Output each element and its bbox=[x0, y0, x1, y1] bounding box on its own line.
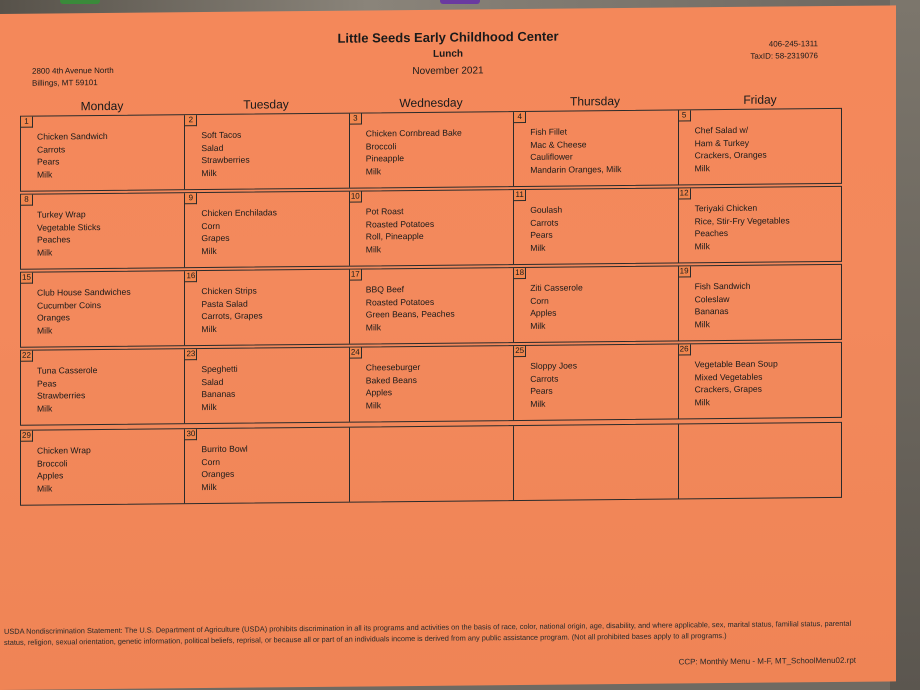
menu-item: Roasted Potatoes bbox=[365, 296, 435, 307]
day-cell bbox=[514, 188, 678, 264]
day-cell bbox=[185, 192, 349, 268]
menu-item: Milk bbox=[365, 321, 382, 332]
menu-items bbox=[530, 204, 562, 254]
menu-item: Bananas bbox=[201, 388, 236, 400]
week-row bbox=[20, 264, 842, 348]
menu-item: Broccoli bbox=[365, 140, 397, 151]
day-number: 24 bbox=[350, 348, 362, 359]
menu-item: Milk bbox=[530, 398, 546, 409]
menu-item: Milk bbox=[694, 396, 710, 407]
menu-item: Chicken Wrap bbox=[37, 445, 91, 456]
menu-items bbox=[530, 125, 621, 176]
menu-item: Milk bbox=[365, 243, 382, 254]
menu-item: Milk bbox=[37, 482, 53, 494]
menu-item: Club House Sandwiches bbox=[37, 286, 131, 298]
menu-items bbox=[37, 286, 131, 337]
menu-items bbox=[366, 205, 434, 256]
menu-item: Milk bbox=[37, 402, 53, 414]
day-cell bbox=[514, 424, 678, 500]
menu-item: Sloppy Joes bbox=[530, 360, 578, 371]
menu-item: Goulash bbox=[530, 204, 563, 215]
day-header-thursday: Thursday bbox=[569, 94, 621, 109]
day-number: 1 bbox=[21, 117, 33, 128]
day-cell bbox=[21, 115, 185, 191]
menu-item: Crackers, Oranges bbox=[694, 149, 767, 161]
menu-item: Pears bbox=[37, 156, 60, 167]
address-line-1: 2800 4th Avenue North bbox=[32, 65, 114, 76]
day-cell bbox=[514, 266, 678, 342]
menu-item: Milk bbox=[37, 246, 53, 258]
meal-subtitle: Lunch bbox=[433, 48, 463, 60]
menu-item: Pasta Salad bbox=[201, 298, 248, 309]
day-number: 10 bbox=[350, 192, 362, 203]
day-number: 19 bbox=[679, 266, 691, 277]
day-number: 8 bbox=[21, 195, 33, 206]
week-row bbox=[20, 186, 842, 270]
menu-item: Milk bbox=[201, 167, 217, 178]
day-header-monday: Monday bbox=[80, 98, 124, 114]
report-name: CCP: Monthly Menu - M-F, MT_SchoolMenu02.rpt bbox=[678, 655, 856, 667]
menu-month: November 2021 bbox=[412, 65, 484, 78]
day-number: 5 bbox=[679, 110, 691, 121]
menu-item: Milk bbox=[37, 168, 53, 180]
menu-items bbox=[366, 127, 462, 178]
menu-item: Coleslaw bbox=[694, 293, 730, 304]
day-cell bbox=[350, 112, 514, 188]
menu-item: Peaches bbox=[694, 228, 729, 239]
menu-item: Peas bbox=[37, 377, 57, 389]
menu-item: Chicken Strips bbox=[201, 285, 257, 297]
day-header-friday: Friday bbox=[743, 92, 777, 107]
week-row bbox=[20, 342, 842, 426]
menu-item: Milk bbox=[201, 245, 217, 256]
day-cell bbox=[350, 346, 514, 422]
menu-item: Apples bbox=[365, 387, 393, 398]
menu-item: Apples bbox=[37, 470, 64, 481]
day-cell bbox=[514, 110, 678, 186]
day-cell bbox=[21, 271, 185, 347]
day-number: 15 bbox=[21, 273, 33, 284]
day-cell bbox=[185, 270, 349, 346]
menu-item: Fish Sandwich bbox=[694, 280, 751, 292]
menu-item: Fish Fillet bbox=[530, 126, 567, 137]
menu-items bbox=[366, 283, 455, 334]
day-cell bbox=[185, 114, 349, 190]
day-number: 29 bbox=[21, 431, 33, 442]
menu-item: Milk bbox=[365, 165, 382, 176]
menu-item: Milk bbox=[37, 324, 53, 336]
calendar-grid bbox=[20, 108, 842, 508]
menu-item: Salad bbox=[201, 376, 224, 387]
menu-item: Corn bbox=[530, 295, 549, 306]
menu-items bbox=[530, 359, 577, 409]
menu-item: Teriyaki Chicken bbox=[694, 202, 758, 214]
menu-item: Chef Salad w/ bbox=[694, 124, 749, 136]
day-cell bbox=[350, 268, 514, 344]
menu-item: Chicken Sandwich bbox=[37, 130, 108, 142]
menu-item: Carrots bbox=[37, 143, 66, 155]
day-number: 18 bbox=[514, 268, 526, 279]
menu-items bbox=[37, 208, 101, 259]
menu-item: Pears bbox=[530, 385, 553, 396]
menu-items bbox=[201, 363, 237, 413]
menu-item: Milk bbox=[201, 401, 217, 412]
day-header-wednesday: Wednesday bbox=[399, 95, 463, 111]
menu-item: Cheeseburger bbox=[365, 361, 421, 373]
menu-items bbox=[201, 443, 247, 493]
tax-id: TaxID: 58-2319076 bbox=[750, 51, 818, 61]
day-number: 3 bbox=[350, 114, 362, 125]
menu-item: Broccoli bbox=[37, 457, 68, 469]
day-number: 25 bbox=[514, 346, 526, 357]
menu-item: Mac & Cheese bbox=[530, 138, 587, 150]
day-cell bbox=[679, 343, 843, 419]
address-line-2: Billings, MT 59101 bbox=[32, 78, 98, 88]
menu-items bbox=[201, 284, 262, 335]
menu-item: Strawberries bbox=[37, 390, 86, 401]
day-cell bbox=[350, 426, 514, 502]
menu-items bbox=[201, 129, 249, 179]
menu-item: Corn bbox=[201, 456, 221, 467]
day-cell bbox=[185, 428, 349, 504]
week-row bbox=[20, 108, 842, 192]
menu-sheet bbox=[0, 5, 896, 690]
menu-item: Mandarin Oranges, Milk bbox=[530, 163, 622, 175]
menu-items bbox=[37, 364, 97, 415]
menu-item: Tuna Casserole bbox=[37, 365, 98, 376]
menu-items bbox=[366, 361, 420, 412]
day-number: 16 bbox=[185, 271, 197, 282]
menu-item: Carrots bbox=[530, 217, 559, 228]
menu-item: Cauliflower bbox=[530, 151, 573, 162]
menu-items bbox=[530, 281, 583, 332]
menu-item: Bananas bbox=[694, 306, 729, 317]
menu-item: Ziti Casserole bbox=[530, 282, 583, 293]
menu-item: Milk bbox=[694, 240, 710, 251]
day-cell bbox=[185, 348, 349, 424]
menu-item: Vegetable Bean Soup bbox=[694, 358, 778, 370]
menu-item: Roasted Potatoes bbox=[365, 218, 435, 229]
menu-item: Pineapple bbox=[365, 153, 405, 164]
day-number: 17 bbox=[350, 270, 362, 281]
menu-item: Corn bbox=[201, 220, 221, 231]
day-cell bbox=[21, 193, 185, 269]
menu-item: Milk bbox=[694, 162, 710, 173]
menu-items bbox=[201, 206, 276, 257]
menu-item: Rice, Stir-Fry Vegetables bbox=[694, 214, 790, 226]
day-number: 22 bbox=[21, 351, 33, 362]
menu-item: Mixed Vegetables bbox=[694, 371, 763, 382]
phone-number: 406-245-1311 bbox=[768, 39, 818, 49]
menu-item: Grapes bbox=[201, 232, 230, 244]
menu-item: Carrots, Grapes bbox=[201, 310, 263, 322]
menu-item: Milk bbox=[365, 399, 382, 410]
day-number: 9 bbox=[185, 193, 197, 204]
purple-object bbox=[440, 0, 480, 4]
menu-item: Chicken Cornbread Bake bbox=[365, 127, 462, 139]
menu-item: Strawberries bbox=[201, 154, 250, 166]
menu-item: Milk bbox=[201, 323, 217, 334]
menu-item: Speghetti bbox=[201, 363, 238, 375]
menu-item: Oranges bbox=[37, 312, 70, 323]
menu-item: Oranges bbox=[201, 468, 235, 480]
day-cell bbox=[679, 265, 843, 341]
menu-item: Milk bbox=[530, 320, 546, 331]
address-block bbox=[32, 65, 114, 90]
menu-items bbox=[695, 358, 778, 409]
day-number: 4 bbox=[514, 112, 526, 123]
menu-item: BBQ Beef bbox=[365, 284, 405, 295]
menu-items bbox=[37, 130, 108, 181]
menu-item: Milk bbox=[530, 242, 546, 253]
menu-item: Baked Beans bbox=[365, 374, 417, 385]
contact-block bbox=[750, 38, 818, 63]
day-cell bbox=[679, 109, 843, 185]
day-number: 2 bbox=[185, 115, 197, 126]
day-header-tuesday: Tuesday bbox=[243, 97, 289, 112]
menu-item: Apples bbox=[530, 307, 557, 318]
menu-item: Chicken Enchiladas bbox=[201, 207, 277, 219]
day-cell bbox=[350, 190, 514, 266]
menu-item: Salad bbox=[201, 142, 224, 153]
menu-items bbox=[695, 124, 767, 175]
green-object bbox=[60, 0, 100, 4]
day-cell bbox=[514, 344, 678, 420]
menu-item: Burrito Bowl bbox=[201, 443, 248, 455]
menu-item: Milk bbox=[201, 481, 217, 492]
menu-item: Milk bbox=[694, 318, 710, 329]
day-number: 26 bbox=[679, 344, 691, 355]
menu-item: Crackers, Grapes bbox=[694, 383, 762, 395]
menu-item: Vegetable Sticks bbox=[37, 221, 101, 233]
day-number: 11 bbox=[514, 190, 526, 201]
day-number: 30 bbox=[185, 429, 197, 440]
menu-item: Ham & Turkey bbox=[694, 137, 750, 148]
day-number: 23 bbox=[185, 349, 197, 360]
menu-item: Roll, Pineapple bbox=[365, 230, 424, 242]
week-row bbox=[20, 422, 842, 506]
menu-item: Soft Tacos bbox=[201, 129, 242, 141]
menu-items bbox=[37, 444, 91, 495]
day-cell bbox=[679, 187, 843, 263]
menu-item: Green Beans, Peaches bbox=[365, 308, 455, 320]
nondiscrimination-statement: USDA Nondiscrimination Statement: The U.S. Department of Agriculture (USDA) prohibits discrimination in all its programs and activities on the basis of race, color, national origin, age, disability, and where applicable, sex, marital status, familial status, parental status, religion, sexual orientation, genetic information, political beliefs, reprisal, or because all or part of an individuals income is derived from any public assistance program. (Not all prohibited bases apply to all programs.) bbox=[4, 618, 852, 647]
day-number: 12 bbox=[679, 188, 691, 199]
menu-item: Cucumber Coins bbox=[37, 299, 101, 311]
menu-items bbox=[695, 280, 751, 331]
day-cell bbox=[21, 429, 185, 505]
center-title: Little Seeds Early Childhood Center bbox=[337, 28, 559, 46]
menu-item: Turkey Wrap bbox=[37, 209, 86, 220]
menu-item: Pears bbox=[530, 229, 553, 240]
day-cell bbox=[21, 349, 185, 425]
menu-items bbox=[695, 201, 790, 252]
menu-item: Carrots bbox=[530, 373, 559, 384]
menu-item: Peaches bbox=[37, 234, 71, 245]
menu-item: Pot Roast bbox=[365, 206, 404, 217]
day-cell bbox=[679, 423, 843, 499]
